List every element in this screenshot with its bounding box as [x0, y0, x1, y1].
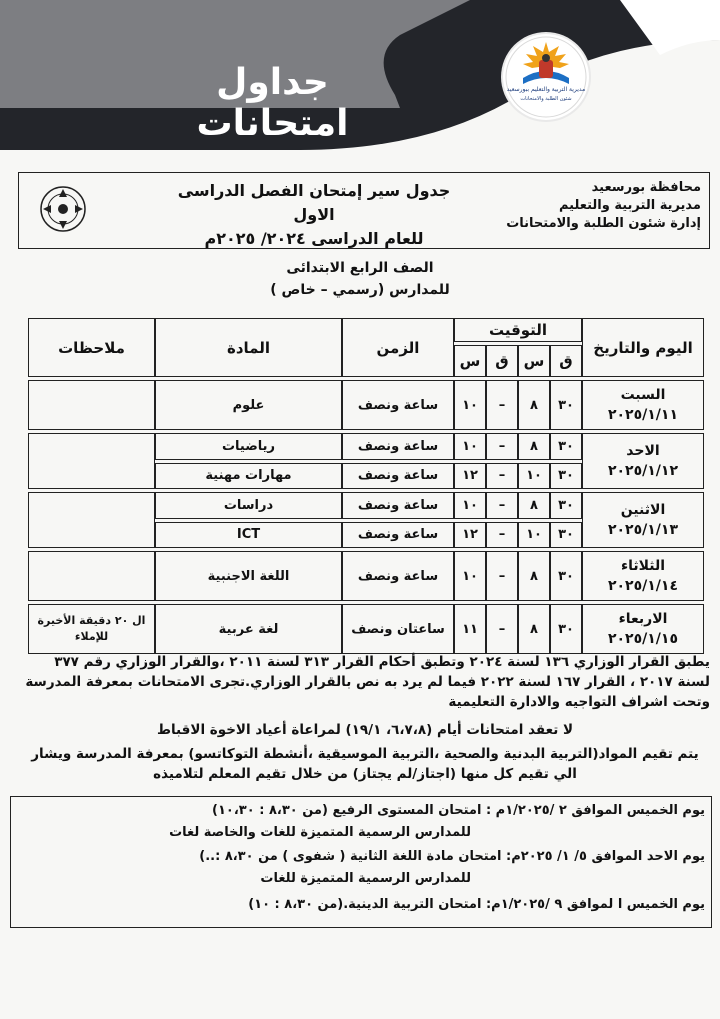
banner: [0, 0, 720, 150]
col-timing: التوقيت: [454, 318, 582, 342]
s-end: ١٠: [454, 380, 486, 430]
col-subject: المادة: [155, 318, 342, 377]
s-end: ١٢: [454, 463, 486, 490]
day-cell: [582, 433, 704, 489]
q-start: ٣٠: [550, 551, 582, 601]
day-name: الاثنين: [620, 502, 666, 518]
day-name: الاحد: [626, 443, 660, 459]
q-start: ٣٠: [550, 604, 582, 654]
exam-row-1: يوم الخميس الموافق ٢ /١/٢٠٢٥م : امتحان المستوى الرفيع (من ٨،٣٠ : ١٠،٣٠): [212, 803, 705, 818]
table-header-row: [28, 318, 704, 342]
regulations-note: يطبق القرار الوزاري ١٣٦ لسنة ٢٠٢٤ وتطبق أحكام القرار ٣١٣ لسنة ٢٠١١ ،والقرار الوزاري رقم ٣٧٧ لسنة ٢٠١٧ ، القرار ١٦٧ لسنة ٢٠٢٢ فيما لم يرد به نص بالقرار الوزاري.تجرى الامتحانات بمعرفة المدرسة وتحت اشراف التواجيه والادارة التعليمية: [25, 654, 710, 710]
notes: [28, 492, 155, 548]
subject: ICT: [155, 522, 342, 549]
notes: [28, 551, 155, 601]
col-duration: الزمن: [342, 318, 454, 377]
duration: ساعة ونصف: [342, 380, 454, 430]
q-start: ٣٠: [550, 433, 582, 460]
s-start: ٨: [518, 380, 550, 430]
q-start: ٣٠: [550, 522, 582, 549]
exam-row-1-schools: للمدارس الرسمية المتميزة للغات والخاصة لغات: [169, 825, 471, 840]
day-name: السبت: [620, 387, 666, 403]
q-start: ٣٠: [550, 463, 582, 490]
col-s-end: س: [454, 345, 486, 377]
duration: ساعة ونصف: [342, 492, 454, 519]
s-end: ١٢: [454, 522, 486, 549]
schools-type: للمدارس (رسمي – خاص ): [270, 282, 450, 298]
subject: مهارات مهنية: [155, 463, 342, 490]
col-s-start: س: [518, 345, 550, 377]
s-start: ١٠: [518, 522, 550, 549]
day-cell: [582, 604, 704, 654]
table-row: [28, 433, 704, 460]
s-start: ٨: [518, 604, 550, 654]
document-title: [159, 179, 469, 251]
banner-title: جداول امتحانات: [196, 62, 349, 144]
duration: ساعة ونصف: [342, 433, 454, 460]
q-end: –: [486, 433, 518, 460]
notes: [28, 433, 155, 489]
day-name: الاربعاء: [618, 611, 668, 627]
duration: ساعة ونصف: [342, 551, 454, 601]
exam-row-3: يوم الخميس ا لموافق ٩ /١/٢٠٢٥م: امتحان التربية الدينية.(من ٨،٣٠ : ١٠): [248, 897, 705, 912]
subject: علوم: [155, 380, 342, 430]
logo-emblem-icon: [503, 34, 589, 120]
table-row: [28, 492, 704, 519]
s-start: ٨: [518, 551, 550, 601]
department-line: إدارة شئون الطلبة والامتحانات: [506, 216, 701, 231]
duration: ساعتان ونصف: [342, 604, 454, 654]
document-header: [18, 172, 710, 249]
notes: ال ٢٠ دقيقة الأخيرة للإملاء: [28, 604, 155, 654]
day-date: ٢٠٢٥/١/١٥: [607, 631, 679, 647]
q-start: ٣٠: [550, 492, 582, 519]
eagle-emblem-icon: [39, 185, 87, 233]
table-row: [28, 551, 704, 601]
logo-subtext: شئون الطلبة والامتحانات: [520, 96, 572, 102]
duration: ساعة ونصف: [342, 463, 454, 490]
subject: اللغة الاجنبية: [155, 551, 342, 601]
q-end: –: [486, 551, 518, 601]
governorate-line: محافظة بورسعيد: [591, 180, 701, 195]
title-line-1: جدول سير إمتحان الفصل الدراسى الاول: [177, 181, 451, 224]
directorate-line: مديرية التربية والتعليم: [558, 198, 701, 213]
q-end: –: [486, 463, 518, 490]
exam-schedule-table: [28, 315, 704, 657]
s-start: ١٠: [518, 463, 550, 490]
exam-row-2-schools: للمدارس الرسمية المتميزة للغات: [260, 871, 471, 886]
q-end: –: [486, 604, 518, 654]
evaluation-note: يتم تقيم المواد(التربية البدنية والصحية ،التربية الموسيقية ،أنشطة التوكاتسو) بمعرفة المدرسة ويشار الي تقيم كل منها (اجتاز/لم يجتاز) من خلال تقيم المعلم لتلاميذه: [31, 746, 699, 782]
subject: رياضيات: [155, 433, 342, 460]
day-date: ٢٠٢٥/١/١٢: [607, 463, 679, 479]
s-end: ١٠: [454, 492, 486, 519]
q-end: –: [486, 380, 518, 430]
day-date: ٢٠٢٥/١/١٤: [607, 578, 679, 594]
s-end: ١٠: [454, 551, 486, 601]
s-start: ٨: [518, 492, 550, 519]
table-row: [28, 604, 704, 654]
subject: لغة عربية: [155, 604, 342, 654]
s-end: ١٠: [454, 433, 486, 460]
exam-row-2: يوم الاحد الموافق ٥/ ١/ ٢٠٢٥م: امتحان مادة اللغة الثانية ( شفوى ) من ٨،٣٠ :..): [199, 849, 705, 864]
col-day-date: اليوم والتاريخ: [582, 318, 704, 377]
day-date: ٢٠٢٥/١/١١: [607, 407, 679, 423]
grade-title: الصف الرابع الابتدائى: [286, 260, 434, 276]
day-cell: [582, 380, 704, 430]
exam-document: [8, 160, 712, 1015]
q-end: –: [486, 522, 518, 549]
holidays-note: لا تعقد امتحانات أيام (٦،٧،٨، ١٩/١) لمراعاة أعياد الاخوة الاقباط: [156, 722, 574, 738]
duration: ساعة ونصف: [342, 522, 454, 549]
governorate-block: [506, 179, 701, 233]
day-cell: [582, 551, 704, 601]
s-start: ٨: [518, 433, 550, 460]
q-end: –: [486, 492, 518, 519]
col-notes: ملاحظات: [28, 318, 155, 377]
day-cell: [582, 492, 704, 548]
notes: [28, 380, 155, 430]
title-line-2: للعام الدراسى ٢٠٢٤/ ٢٠٢٥م: [204, 229, 424, 248]
subject: دراسات: [155, 492, 342, 519]
col-q-start: ق: [550, 345, 582, 377]
q-start: ٣٠: [550, 380, 582, 430]
day-date: ٢٠٢٥/١/١٣: [607, 522, 679, 538]
s-end: ١١: [454, 604, 486, 654]
directorate-logo: [503, 34, 589, 120]
day-name: الثلاثاء: [620, 558, 666, 574]
logo-text: مديرية التربية والتعليم ببورسعيد: [506, 86, 586, 93]
col-q-end: ق: [486, 345, 518, 377]
table-row: [28, 380, 704, 430]
additional-exams-box: [10, 796, 712, 928]
